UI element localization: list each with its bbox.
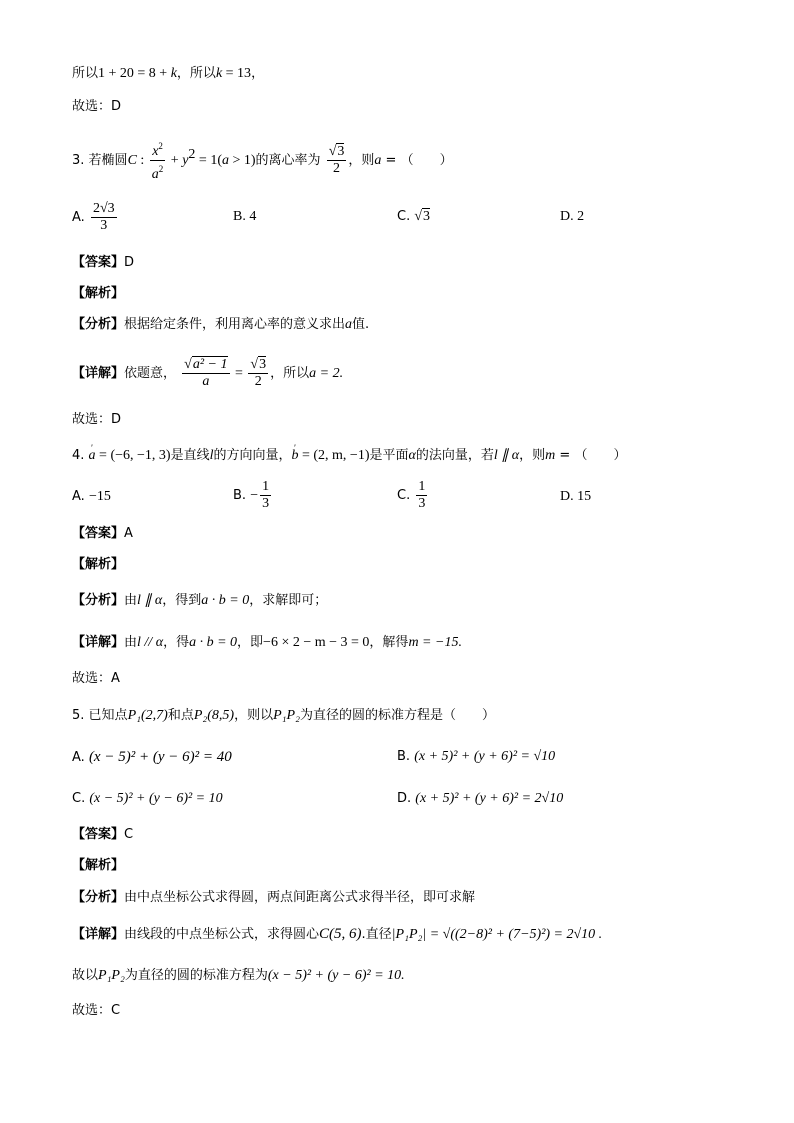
text-line: 所以1 + 20 = 8 + k，所以k = 13， xyxy=(72,66,265,81)
question-5: 5. 已知点P₁(2,7)和点P₂(8,5)，则以P₁P₂为直径的圆的标准方程是（ ） xyxy=(72,708,495,723)
q5-detail: 【详解】由线段的中点坐标公式，求得圆心C(5, 6).直径|P₁P₂| = √((2−8)² + (7−5)²) = 2√10 . xyxy=(72,926,603,942)
question-4: 4. ' a = (−6, −1, 3)是直线l的方向向量，' b = (2, m, −1)是平面α的法向量，若l ∥ α，则m = （ ） xyxy=(72,447,626,465)
q5-option-d: D. (x + 5)² + (y + 6)² = 2√10 xyxy=(397,791,564,806)
q3-option-d: D. 2 xyxy=(560,209,585,224)
q4-analysis: 【分析】由l ∥ α，得到a · b = 0，求解即可； xyxy=(72,593,328,608)
question-3: 3. 若椭圆C : $\frac{x^2}{a^2}$ + $y^2 = 1(a > 1)$的离心率为 $\frac{√3}{2}$ ，则a = （ ） xyxy=(72,136,453,183)
answer-choice-line: 故选：D xyxy=(72,99,122,114)
q5-answer: 【答案】C xyxy=(72,827,134,842)
q4-answer: 【答案】A xyxy=(72,526,133,541)
q3-answer: 【答案】D xyxy=(72,255,135,270)
q3-choice: 故选：D xyxy=(72,412,122,427)
q5-option-c: C. (x − 5)² + (y − 6)² = 10 xyxy=(72,791,223,806)
q5-option-b: B. (x + 5)² + (y + 6)² = √10 xyxy=(397,749,556,764)
q3-analysis-heading: 【解析】 xyxy=(72,286,125,301)
q3-detail: 【详解】依题意， $\frac{\text{√a² − 1}}{a}$ = $\frac{√3}{2}$ ，所以a = 2. xyxy=(72,357,344,389)
q5-choice: 故选：C xyxy=(72,1003,121,1018)
q3-option-c: C. √3 xyxy=(397,209,431,224)
q4-option-b: B. − $\frac{1}{3}$ xyxy=(233,479,270,511)
q5-option-a: A. (x − 5)² + (y − 6)² = 40 xyxy=(72,749,232,765)
q4-detail: 【详解】由l // α，得a · b = 0，即−6 × 2 − m − 3 = 0，解得m = −15. xyxy=(72,635,462,650)
q3-option-a: A. $\frac{2√3}{3}$ xyxy=(72,201,115,233)
q5-analysis: 【分析】由中点坐标公式求得圆，两点间距离公式求得半径，即可求解 xyxy=(72,890,476,905)
q3-analysis: 【分析】根据给定条件，利用离心率的意义求出a值. xyxy=(72,317,370,332)
q3-option-b: B. 4 xyxy=(233,209,257,224)
q4-option-d: D. 15 xyxy=(560,489,592,504)
q4-option-c: C. $\frac{1}{3}$ xyxy=(397,479,426,511)
q4-analysis-heading: 【解析】 xyxy=(72,557,125,572)
q4-option-a: A. −15 xyxy=(72,489,111,504)
q4-choice: 故选：A xyxy=(72,671,120,686)
q5-analysis-heading: 【解析】 xyxy=(72,858,125,873)
q5-conclusion: 故以P₁P₂为直径的圆的标准方程为(x − 5)² + (y − 6)² = 10. xyxy=(72,968,405,983)
